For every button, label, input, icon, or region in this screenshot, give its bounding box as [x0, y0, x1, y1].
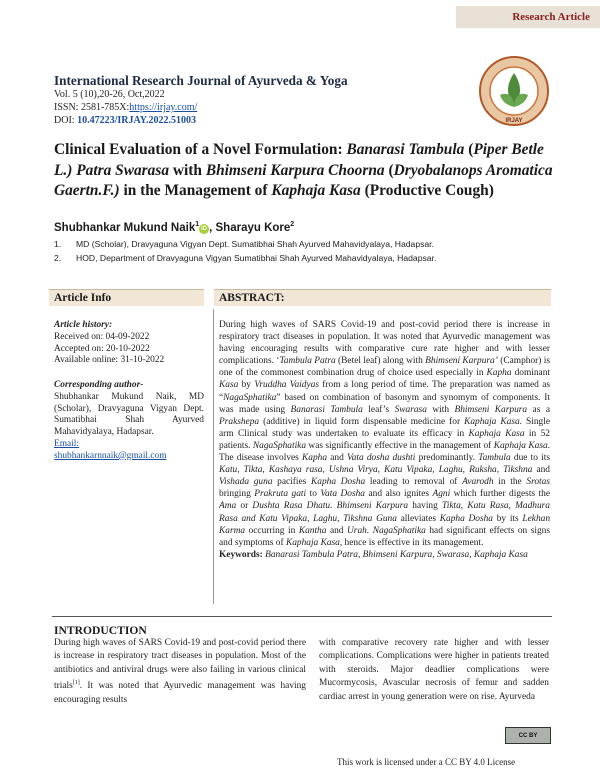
email-label[interactable]: Email:: [54, 438, 79, 449]
article-type-tag: Research Article: [456, 6, 600, 28]
issn-line: [54, 102, 197, 113]
introduction-heading: INTRODUCTION: [54, 624, 147, 637]
article-info-heading: Article Info: [49, 289, 204, 306]
author-list: Shubhankar Mukund Naik$^1$iD , Sharayu Kore$^2$: [54, 221, 295, 234]
email-link[interactable]: shubhankarnnaik@gmail.com: [54, 450, 167, 461]
abstract-heading: ABSTRACT:: [214, 289, 551, 306]
article-title: Clinical Evaluation of a Novel Formulation: Banarasi Tambula (Piper Betle L.) Patra Swarasa with Bhimseni Karpura Choorna (Dryobalanops Aromatica Gaertn.F.) in the Management of Kaphaja Kasa (Productive Cough): [54, 141, 553, 199]
orcid-icon[interactable]: iD: [201, 225, 208, 232]
volume-line: Vol. 5 (10),20-26, Oct,2022: [54, 89, 165, 100]
affiliation-1: 1. MD (Scholar), Dravyaguna Vigyan Dept. Sumatibhai Shah Ayurved Mahavidyalaya, Hadapsar.: [54, 239, 434, 249]
abstract-body: During high waves of SARS Covid-19 and post-covid period there is increase in respiratory tract diseases in population. It was noted that Ayurvedic management was having encouraging results with comparative cure rate higher and with lesser complications. ‘Tambula Patra (Betel leaf) along with Bhimseni Karpura’ (Camphor) is one of the commonest combination drug of choice used especially in Kapha dominant Kasa by Vruddha Vaidyas from a long period of time. The preparation was named as “NagaSphatika” based on combination of basonym and synomym of components. It was made using Banarasi Tambula leaf’s Swarasa with Bhimseni Karpura as a Prakshepa (additive) in liquid form dispensable medicine for Kaphaja Kasa. Single arm Clinical study was undertaken to evaluate its efficacy in Kaphaja Kasa in 52 patients. NagaSphatika was significantly effective in the management of Kaphaja Kasa. The disease involves Kapha and Vata dosha dushti predominantly. Tambula due to its Katu, Tikta, Kashaya rasa, Ushna Virya, Katu Vipaka, Laghu, Ruksha, Tikshna and Vishada guna pacifies Kapha Dosha leading to removal of Avarodh in the Srotas bringing Prakruta gati to Vata Dosha and also ignites Agni which further digests the Ama or Dushta Rasa Dhatu. Bhimseni Karpura having Tikta, Katu Rasa, Madhura Rasa and Katu Vipaka, Laghu, Tikshna Guna alleviates Kapha Dosha by its Lekhan Karma occurring in Kantha and Urah. NagaSphatika had significant effects on signs and symptoms of Kaphaja Kasa, hence is effective in its management. Keywords: Banarasi Tambula Patra, Bhimseni Karpura, Swarasa, Kaphaja Kasa: [219, 320, 551, 560]
author-name: Shubhankar Mukund Naik: [54, 221, 196, 234]
issn-link[interactable]: https://irjay.com/: [129, 102, 198, 113]
doi-line: [54, 115, 196, 126]
logo-text: IRJAY: [505, 118, 523, 124]
doi-label: DOI:: [54, 115, 75, 126]
issn-label: ISSN: 2581-785X:: [54, 102, 130, 113]
doi-link[interactable]: 10.47223/IRJAY.2022.51003: [77, 115, 197, 126]
column-divider: [213, 309, 214, 604]
introduction-right-column: with comparative recovery rate higher and with lesser complications. Complications were higher in patients treated with steroids. Major deadlier complications were Mucormycosis, Avascular necrosis of femur and sadden cardiac arrest in young generation were on rise. Ayurveda: [319, 638, 549, 702]
keywords-label: Keywords:: [219, 549, 263, 560]
journal-logo: [478, 55, 550, 127]
introduction-left-column: During high waves of SARS Covid-19 and post-covid period there is increase in respiratory tract diseases in population. Most of the antibiotics and antiviral drugs were also failing in various clinical trials[1]. It was noted that Ayurvedic management was having encouraging results: [54, 638, 306, 705]
corresponding-author: Corresponding author- Shubhankar Mukund Naik, MD (Scholar), Dravyaguna Vigyan Dept. Sumatibhai Shah Ayurved Mahavidyalaya, Hadapsar. Email: shubhankarnnaik@gmail.com: [54, 380, 204, 461]
affiliation-2: 2. HOD, Department of Dravyaguna Vigyan Sumatibhai Shah Ayurved Mahavidyalaya, Hadapsar.: [54, 253, 437, 263]
section-rule: [52, 616, 552, 617]
keywords: Banarasi Tambula Patra, Bhimseni Karpura, Swarasa, Kaphaja Kasa: [265, 549, 528, 560]
author-name: , Sharayu Kore: [209, 221, 291, 234]
license-text: This work is licensed under a CC BY 4.0 License: [337, 757, 516, 767]
cc-license-badge[interactable]: CC BY: [505, 727, 551, 744]
article-history: Article history: Received on: 04-09-2022 Accepted on: 20-10-2022 Available online: 31-10-2022: [54, 320, 165, 366]
journal-title: International Research Journal of Ayurveda & Yoga: [54, 73, 348, 88]
